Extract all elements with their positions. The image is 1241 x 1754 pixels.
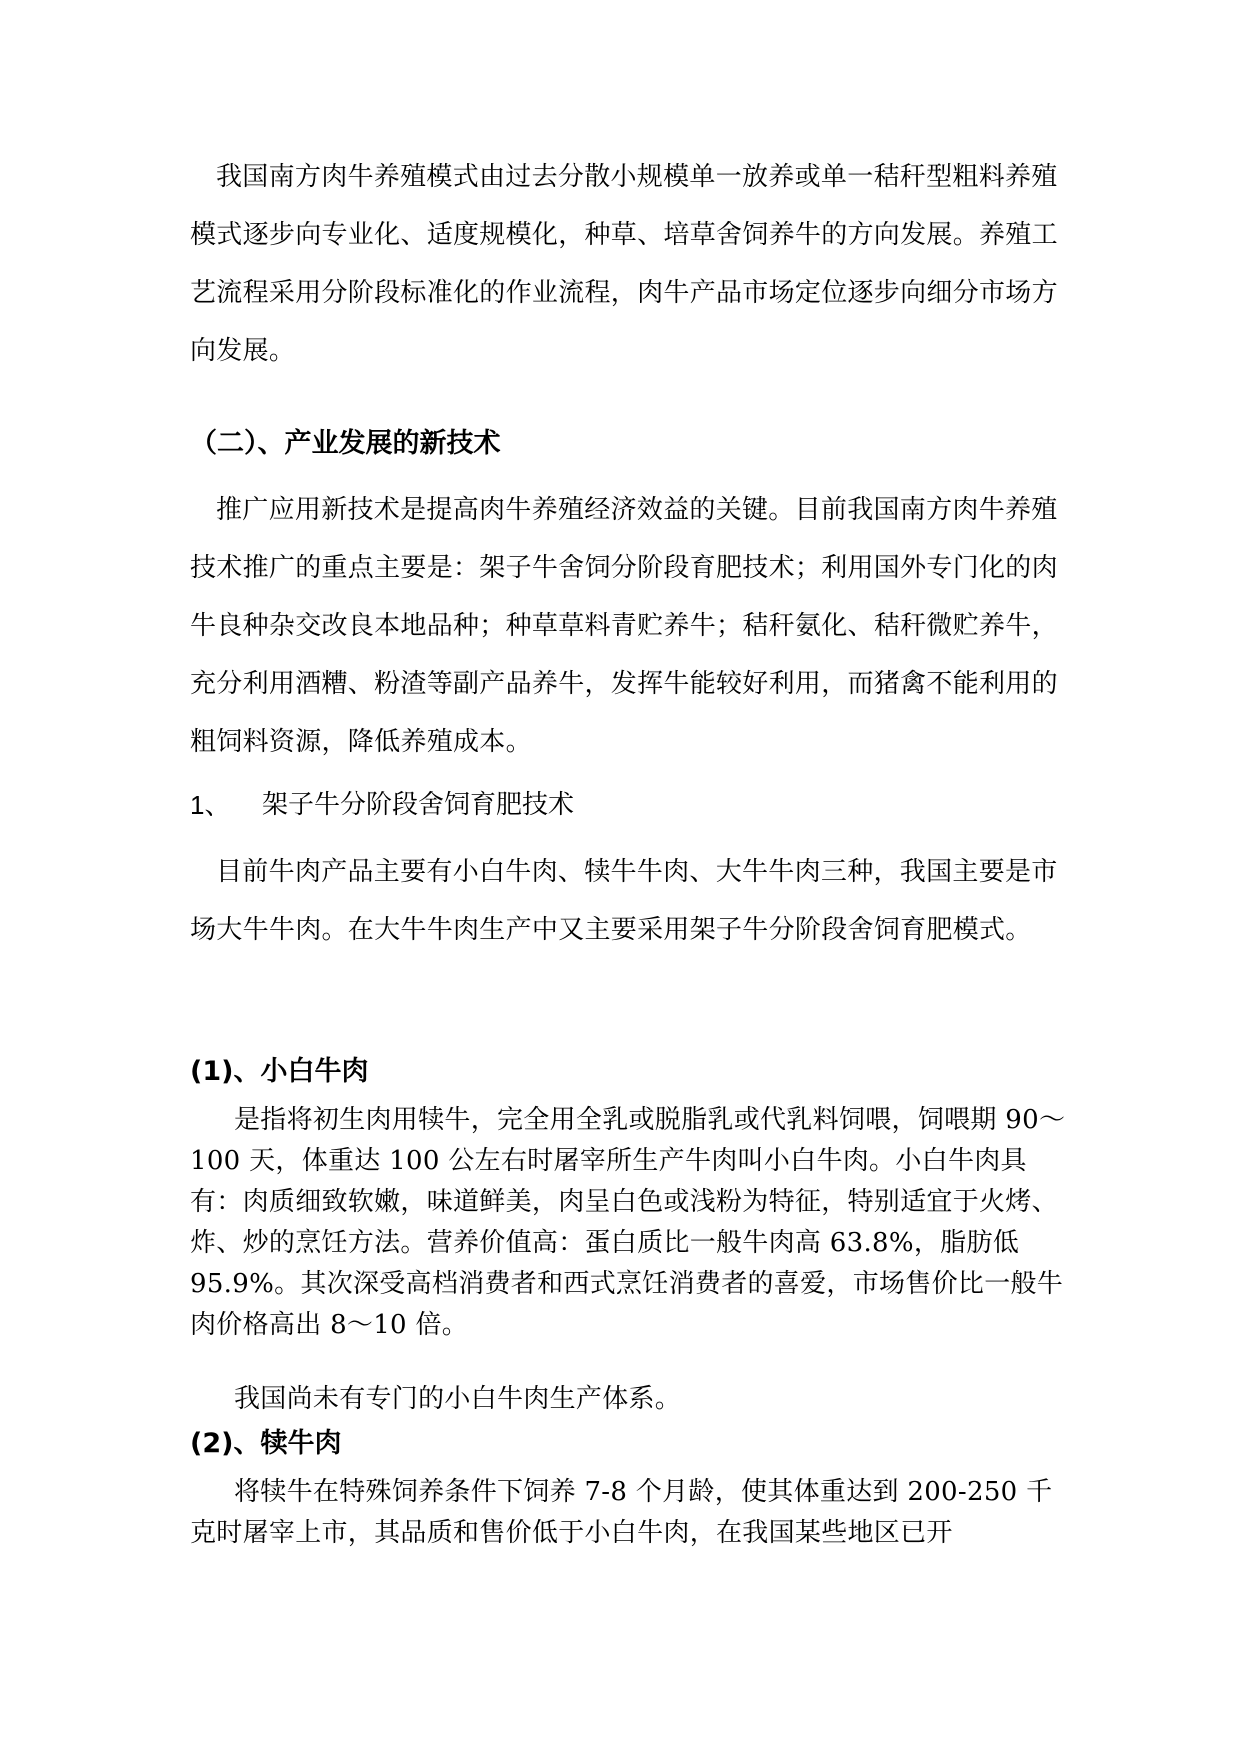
list-item-stage-fattening [190,785,1066,825]
subheading-calf-beef: (2)、犊牛肉 [190,1428,342,1459]
section-heading-new-technology: （二）、产业发展的新技术 [190,428,501,459]
list-item-text: 架子牛分阶段舍饲育肥技术 [262,790,575,820]
paragraph-beef-products: 目前牛肉产品主要有小白牛肉、犊牛牛肉、大牛牛肉三种，我国主要是市场大牛牛肉。在大牛牛肉生产中又主要采用架子牛分阶段舍饲育肥模式。 [190,857,1058,945]
paragraph-technology-promotion: 推广应用新技术是提高肉牛养殖经济效益的关键。目前我国南方肉牛养殖技术推广的重点主要是：架子牛舍饲分阶段育肥技术；利用国外专门化的肉牛良种杂交改良本地品种；种草草料青贮养牛；秸秆氨化、秸秆微贮养牛，充分利用酒糟、粉渣等副产品养牛，发挥牛能较好利用，而猪禽不能利用的粗饲料资源，降低养殖成本。 [190,495,1058,757]
paragraph-calf-beef: 将犊牛在特殊饲养条件下饲养 7-8 个月龄，使其体重达到 200-250 千克时屠宰上市，其品质和售价低于小白牛肉，在我国某些地区已开 [190,1477,1053,1548]
paragraph-no-white-veal-system: 我国尚未有专门的小白牛肉生产体系。 [234,1384,682,1414]
paragraph-white-veal: 是指将初生肉用犊牛，完全用全乳或脱脂乳或代乳料饲喂，饲喂期 90～100 天，体重达 100 公左右时屠宰所生产牛肉叫小白牛肉。小白牛肉具有：肉质细致软嫩，味道鲜美，肉呈白色或浅粉为特征，特别适宜于火烤、炸、炒的烹饪方法。营养价值高：蛋白质比一般牛肉高 63.8%，脂肪低 95.9%。其次深受高档消费者和西式烹饪消费者的喜爱，市场售价比一般牛肉价格高出 8～10 倍。 [190,1105,1066,1340]
list-item-number: 1、 [190,790,231,820]
subheading-white-veal: (1)、小白牛肉 [190,1056,369,1087]
paragraph-breeding-model: 我国南方肉牛养殖模式由过去分散小规模单一放养或单一秸秆型粗料养殖模式逐步向专业化、适度规模化，种草、培草舍饲养牛的方向发展。养殖工艺流程采用分阶段标准化的作业流程，肉牛产品市场定位逐步向细分市场方向发展。 [190,162,1058,366]
